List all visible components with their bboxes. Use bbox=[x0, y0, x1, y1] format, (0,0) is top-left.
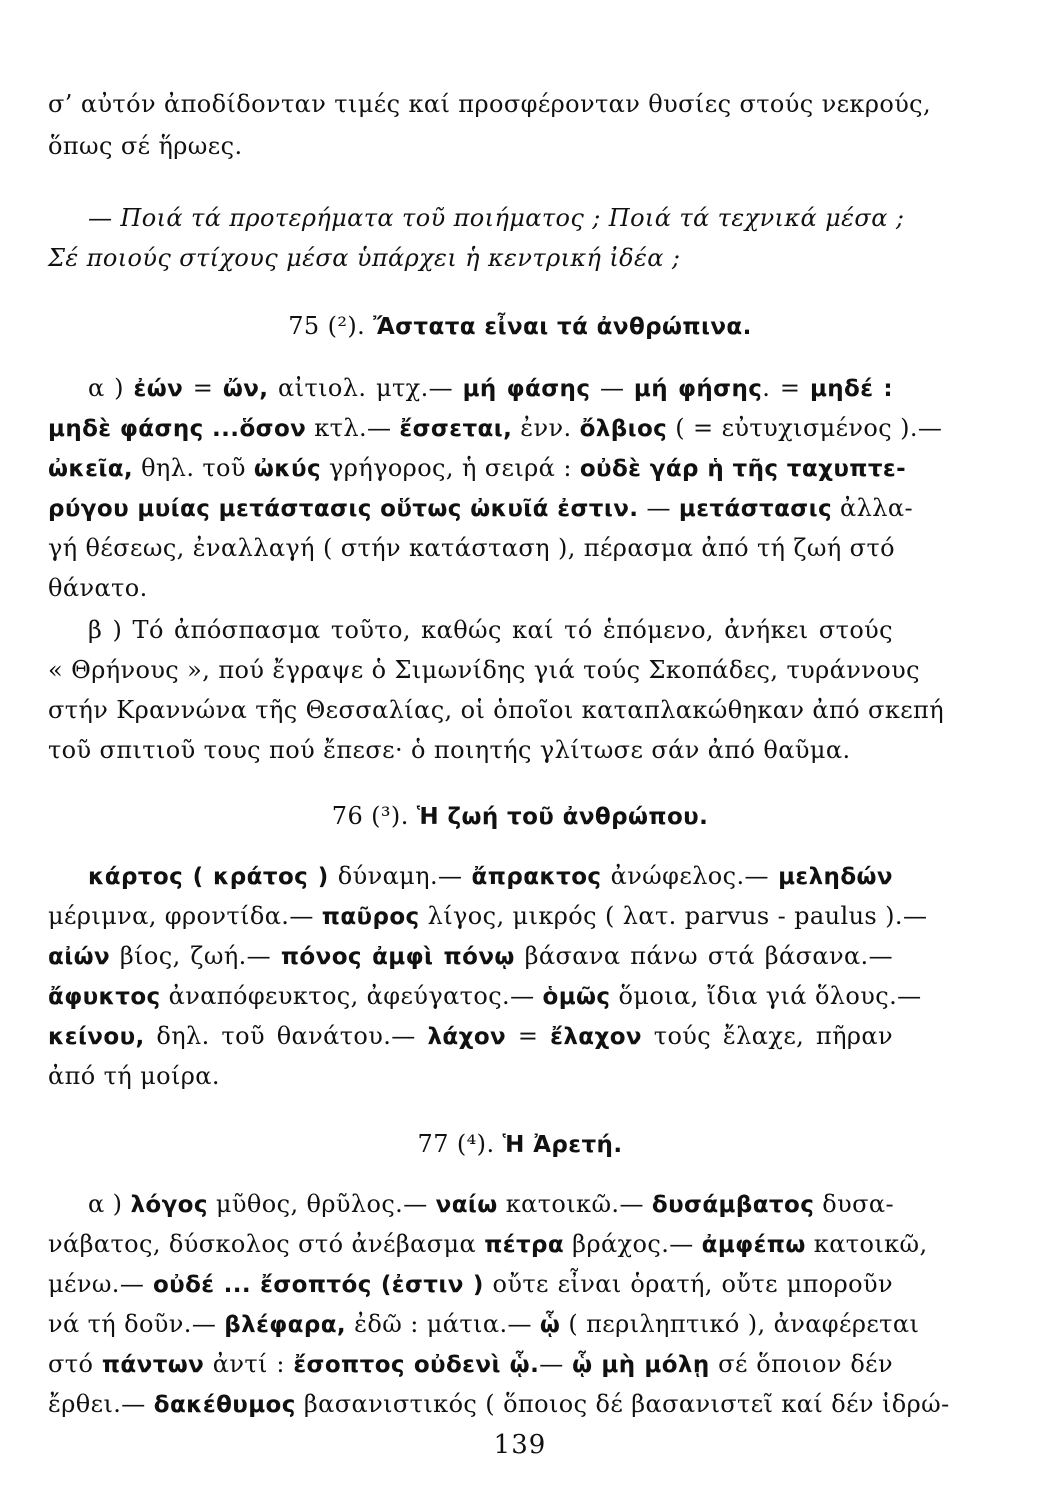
text-run: ἐνν. bbox=[512, 414, 580, 442]
text-line bbox=[48, 126, 893, 166]
text-run: βράχος.— bbox=[564, 1230, 702, 1258]
text-line bbox=[88, 610, 893, 650]
text-run: — bbox=[590, 374, 634, 402]
text-line bbox=[48, 1056, 893, 1096]
text-run: βάσανα πάνω στά βάσανα.— bbox=[514, 942, 893, 970]
text-run: — bbox=[539, 1350, 573, 1378]
text-run: τοῦ σπιτιοῦ τους πού ἔπεσε· ὁ ποιητής γλίτωσε σάν ἀπό θαῦμα. bbox=[48, 736, 851, 764]
text-line bbox=[48, 1016, 893, 1057]
bold-term: δυσάμβατος bbox=[651, 1192, 815, 1218]
text-line bbox=[48, 1224, 928, 1265]
text-run: 77 (⁴). bbox=[417, 1130, 503, 1158]
bold-term: ὠκύς bbox=[253, 456, 322, 482]
bold-term: ὠκεῖα, bbox=[48, 456, 134, 482]
text-run: ὅμοια, ἴδια γιά ὅλους.— bbox=[610, 982, 922, 1010]
text-line bbox=[48, 730, 893, 770]
text-run: ἀλλα- bbox=[832, 494, 913, 522]
text-run: ὅπως σέ ἥρωες. bbox=[48, 132, 243, 160]
bold-term: ὤν, bbox=[222, 376, 269, 402]
text-run: μῦθος, θρῦλος.— bbox=[207, 1190, 436, 1218]
text-line bbox=[48, 238, 893, 278]
text-line bbox=[48, 650, 920, 690]
text-run: 75 (²). bbox=[288, 312, 374, 340]
text-run: βίος, ζωή.— bbox=[110, 942, 281, 970]
text-run: δυσα- bbox=[814, 1190, 895, 1218]
text-run: σ’ αὐτόν ἀποδίδονταν τιμές καί προσφέρονταν θυσίες στούς νεκρούς, bbox=[48, 90, 932, 118]
bold-term: αἰών bbox=[48, 944, 111, 970]
bold-term: ἔλαχον bbox=[550, 1024, 643, 1050]
text-run: β ) Τό ἀπόσπασμα τοῦτο, καθώς καί τό ἑπόμενο, ἀνήκει στούς bbox=[88, 616, 893, 644]
bold-term: ἔσοπτος οὐδενὶ ᾧ. bbox=[293, 1352, 540, 1378]
text-line bbox=[48, 1264, 893, 1305]
bold-term: μή φάσης bbox=[462, 376, 591, 402]
text-run: ἐδῶ : μάτια.— bbox=[346, 1310, 540, 1338]
text-run: ἔρθει.— bbox=[48, 1390, 154, 1418]
bold-term: μετάστασις bbox=[678, 496, 832, 522]
bold-term: οὐδὲ γάρ ἡ τῆς ταχυπτε- bbox=[579, 456, 907, 482]
bold-term: ᾧ μὴ μόλῃ bbox=[572, 1352, 710, 1378]
text-run: 76 (³). bbox=[331, 802, 417, 830]
text-line bbox=[48, 1384, 950, 1425]
text-run: μένω.— bbox=[48, 1270, 153, 1298]
text-run: α ) bbox=[88, 1190, 131, 1218]
text-line bbox=[88, 198, 905, 238]
text-line bbox=[0, 1124, 1040, 1165]
text-run: νά τή δοῦν.— bbox=[48, 1310, 225, 1338]
bold-term: κείνου, bbox=[48, 1024, 145, 1050]
bold-term: ἐών bbox=[133, 376, 184, 402]
text-run: κατοικῶ.— bbox=[497, 1190, 652, 1218]
bold-term: μεληδών bbox=[778, 864, 893, 890]
text-run: δηλ. τοῦ θανάτου.— bbox=[144, 1022, 428, 1050]
text-line bbox=[48, 408, 943, 449]
text-line bbox=[0, 796, 1040, 837]
bold-term: ἄπρακτος bbox=[471, 864, 602, 890]
text-line bbox=[48, 976, 922, 1017]
bold-term: Ἡ Ἀρετή. bbox=[502, 1132, 623, 1158]
bold-term: ὄλβιος bbox=[579, 416, 668, 442]
text-line bbox=[48, 488, 913, 529]
text-run: = bbox=[183, 374, 223, 402]
text-run: μέριμνα, φροντίδα.— bbox=[48, 902, 322, 930]
text-line bbox=[48, 1304, 920, 1345]
text-run: θηλ. τοῦ bbox=[133, 454, 254, 482]
bold-term: ᾧ bbox=[539, 1312, 561, 1338]
text-run: — bbox=[638, 494, 679, 522]
text-run: στό bbox=[48, 1350, 102, 1378]
text-line bbox=[0, 306, 1040, 347]
text-line bbox=[88, 856, 893, 897]
text-run: ἀντί : bbox=[204, 1350, 294, 1378]
bold-term: βλέφαρα, bbox=[224, 1312, 347, 1338]
text-line bbox=[48, 84, 932, 124]
text-run: . = bbox=[762, 374, 810, 402]
bold-term: πόνος ἀμφὶ πόνῳ bbox=[280, 944, 515, 970]
text-run: κατοικῶ, bbox=[805, 1230, 928, 1258]
text-run: στήν Κραννώνα τῆς Θεσσαλίας, οἱ ὁποῖοι καταπλακώθηκαν ἀπό σκεπή bbox=[48, 696, 945, 724]
bold-term: Ἄστατα εἶναι τά ἀνθρώπινα. bbox=[373, 314, 752, 340]
bold-term: Ἡ ζωή τοῦ ἀνθρώπου. bbox=[416, 804, 709, 830]
bold-term: λάχον bbox=[427, 1024, 507, 1050]
bold-term: μηδέ : bbox=[809, 376, 894, 402]
text-run: = bbox=[506, 1022, 551, 1050]
bold-term: πέτρα bbox=[484, 1232, 565, 1258]
text-run: « Θρήνους », πού ἔγραψε ὁ Σιμωνίδης γιά τούς Σκοπάδες, τυράννους bbox=[48, 656, 920, 684]
text-run: βασανιστικός ( ὅποιος δέ βασανιστεῖ καί δέν ἱδρώ- bbox=[295, 1390, 950, 1418]
text-run: ἀπό τή μοίρα. bbox=[48, 1062, 220, 1090]
bold-term: δακέθυμος bbox=[153, 1392, 296, 1418]
text-line bbox=[48, 1344, 893, 1385]
text-line bbox=[88, 368, 893, 409]
text-run: — Ποιά τά προτερήματα τοῦ ποιήματος ; Ποιά τά τεχνικά μέσα ; bbox=[88, 204, 905, 232]
text-run: αἰτιολ. μτχ.— bbox=[268, 374, 463, 402]
text-line bbox=[48, 448, 907, 489]
text-line bbox=[48, 690, 945, 730]
text-run: ἀναπόφευκτος, ἀφεύγατος.— bbox=[160, 982, 543, 1010]
bold-term: οὐδέ ... ἔσοπτός (ἐστιν ) bbox=[152, 1272, 484, 1298]
bold-term: κάρτος ( κράτος ) bbox=[88, 864, 329, 890]
bold-term: ρύγου μυίας μετάστασις οὕτως ὠκυῖά ἐστιν. bbox=[48, 496, 639, 522]
page-number: 139 bbox=[493, 1430, 547, 1460]
text-run: ἀνώφελος.— bbox=[601, 862, 779, 890]
bold-term: πάντων bbox=[101, 1352, 205, 1378]
text-run: γή θέσεως, ἐναλλαγή ( στήν κατάσταση ), πέρασμα ἀπό τή ζωή στό bbox=[48, 534, 895, 562]
text-run: σέ ὅποιον δέν bbox=[709, 1350, 893, 1378]
bold-term: παῦρος bbox=[321, 904, 420, 930]
text-run: κτλ.— bbox=[306, 414, 400, 442]
text-line bbox=[48, 936, 893, 977]
text-run: γρήγορος, ἡ σειρά : bbox=[321, 454, 580, 482]
text-run: λίγος, μικρός ( λατ. parvus - paulus ).— bbox=[419, 902, 928, 930]
text-line bbox=[88, 1184, 893, 1225]
bold-term: μηδὲ φάσης ...ὅσον bbox=[48, 416, 307, 442]
text-run: τούς ἔλαχε, πῆραν bbox=[642, 1022, 893, 1050]
bold-term: ὁμῶς bbox=[542, 984, 611, 1010]
text-run: ( = εὐτυχισμένος ).— bbox=[667, 414, 943, 442]
text-run: νάβατος, δύσκολος στό ἀνέβασμα bbox=[48, 1230, 485, 1258]
text-run: οὔτε εἶναι ὁρατή, οὔτε μποροῦν bbox=[483, 1270, 893, 1298]
text-run: δύναμη.— bbox=[328, 862, 472, 890]
bold-term: λόγος bbox=[130, 1192, 208, 1218]
text-run: α ) bbox=[88, 374, 134, 402]
text-line bbox=[48, 528, 893, 568]
text-run: ( περιληπτικό ), ἀναφέρεται bbox=[560, 1310, 920, 1338]
text-run: θάνατο. bbox=[48, 574, 148, 602]
bold-term: μή φήσης bbox=[633, 376, 763, 402]
text-line bbox=[48, 896, 928, 937]
bold-term: ἔσσεται, bbox=[399, 416, 513, 442]
text-run: Σέ ποιούς στίχους μέσα ὑπάρχει ἡ κεντρική ἰδέα ; bbox=[48, 244, 681, 272]
bold-term: ἀμφέπω bbox=[701, 1232, 806, 1258]
bold-term: ἄφυκτος bbox=[48, 984, 161, 1010]
text-line bbox=[48, 568, 893, 608]
bold-term: ναίω bbox=[435, 1192, 498, 1218]
